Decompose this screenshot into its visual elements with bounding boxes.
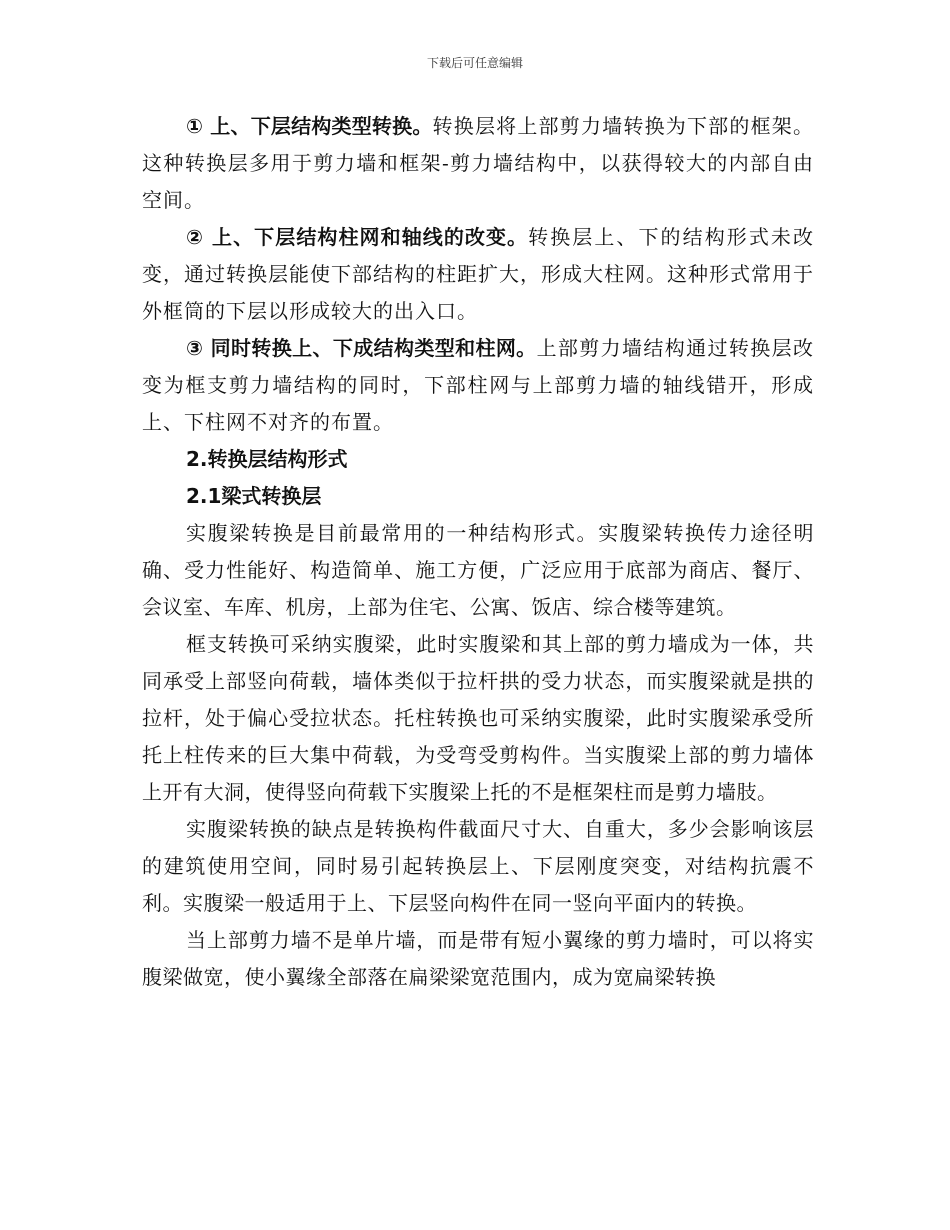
item-text: 转换层将上部剪力墙转换为下部的框架。这种转换层多用于剪力墙和框架-剪力墙结构中，以获得较大的内部自由空间。 [142, 114, 814, 212]
section-subtitle: 2.1梁式转换层 [186, 484, 322, 508]
body-paragraph: 实腹梁转换是目前最常用的一种结构形式。实腹梁转换传力途径明确、受力性能好、构造简单、施工方便，广泛应用于底部为商店、餐厅、会议室、车库、机房，上部为住宅、公寓、饭店、综合楼等建筑。 [142, 521, 814, 619]
section-title: 2.转换层结构形式 [186, 447, 348, 471]
list-item [142, 108, 814, 219]
item-lead: ① 上、下层结构类型转换。 [186, 114, 433, 138]
document-body [142, 108, 814, 996]
item-text: 转换层上、下的结构形式未改变，通过转换层能使下部结构的柱距扩大，形成大柱网。这种形式常用于外框筒的下层以形成较大的出入口。 [142, 225, 814, 323]
list-item [142, 330, 814, 441]
item-lead: ③ 同时转换上、下成结构类型和柱网。 [186, 336, 537, 360]
list-item [142, 219, 814, 330]
body-paragraph: 实腹梁转换的缺点是转换构件截面尺寸大、自重大，多少会影响该层的建筑使用空间，同时易引起转换层上、下层刚度突变，对结构抗震不利。实腹梁一般适用于上、下层竖向构件在同一竖向平面内的转换。 [142, 817, 814, 915]
body-paragraph: 当上部剪力墙不是单片墙，而是带有短小翼缘的剪力墙时，可以将实腹梁做宽，使小翼缘全部落在扁梁梁宽范围内，成为宽扁梁转换 [142, 928, 814, 989]
item-text: 上部剪力墙结构通过转换层改变为框支剪力墙结构的同时，下部柱网与上部剪力墙的轴线错开，形成上、下柱网不对齐的布置。 [142, 336, 814, 434]
page-header-note: 下载后可任意编辑 [426, 56, 523, 70]
item-lead: ② 上、下层结构柱网和轴线的改变。 [186, 225, 529, 249]
body-paragraph: 框支转换可采纳实腹梁，此时实腹梁和其上部的剪力墙成为一体，共同承受上部竖向荷载，墙体类似于拉杆拱的受力状态，而实腹梁就是拱的拉杆，处于偏心受拉状态。托柱转换也可采纳实腹梁，此时实腹梁承受所托上柱传来的巨大集中荷载，为受弯受剪构件。当实腹梁上部的剪力墙体上开有大洞，使得竖向荷载下实腹梁上托的不是框架柱而是剪力墙肢。 [142, 632, 814, 804]
